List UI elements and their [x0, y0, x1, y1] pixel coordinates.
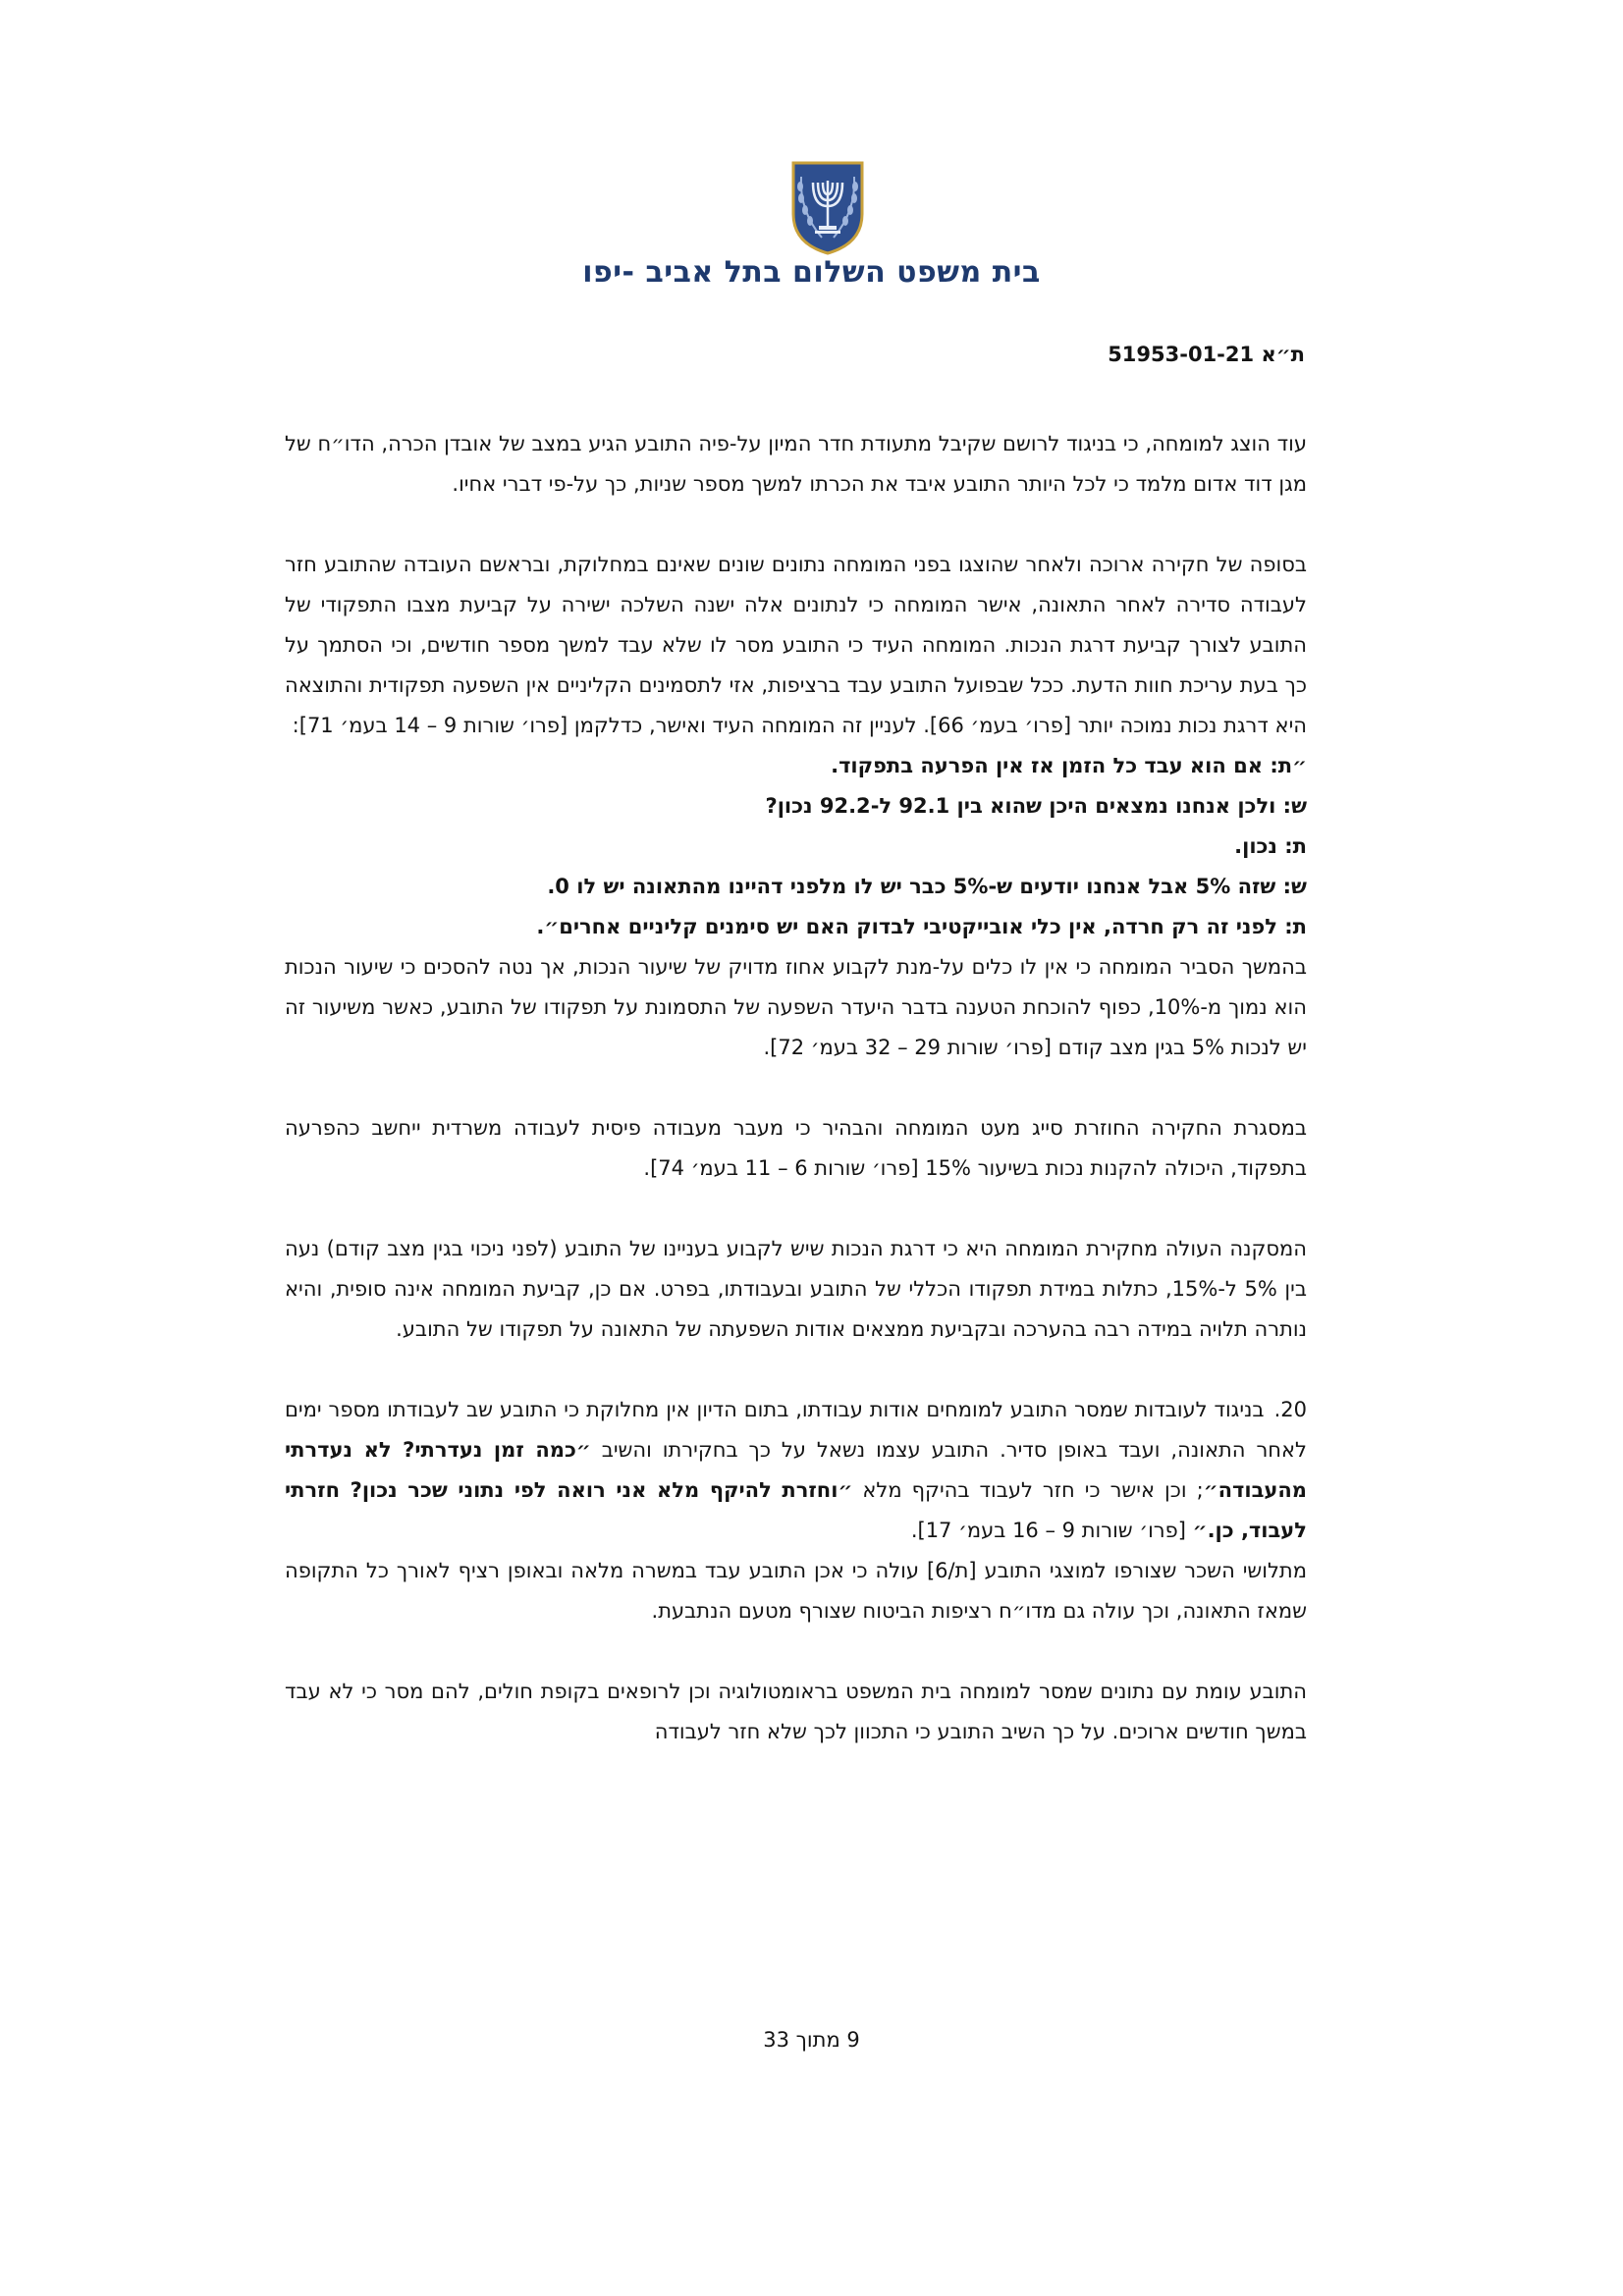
section-20-text-b: ; וכן אישר כי חזר לעבוד בהיקף מלא: [852, 1478, 1204, 1502]
section-20-text-a: בניגוד לעובדות שמסר התובע למומחים אודות עבודתו, בתום הדיון אין מחלוקת כי התובע שב לעבודתו מספר ימים לאחר התאונה, ועבד באופן סדיר. התובע עצמו נשאל על כך בחקירתו והשיב: [285, 1398, 1307, 1462]
section-20-payslips: מתלושי השכר שצורפו למוצגי התובע [ת/6] עולה כי אכן התובע עבד במשרה מלאה ובאופן רציף לאורך כל התקופה שמאז התאונה, וכך עולה גם מדו״ח רציפות הביטוח שצורף מטעם הנתבעת.: [285, 1559, 1307, 1623]
quote-line: ת: נכון.: [1234, 834, 1307, 858]
paragraph-after-quote: בהמשך הסביר המומחה כי אין לו כלים על-מנת לקבוע אחוז מדויק של שיעור הנכות, אך נטה להסכים כי שיעור הנכות הוא נמוך מ-10%, כפוף להוכחת הטענה בדבר היעדר השפעה של התסמונת על תפקודו של התובע, כאשר משיעור זה יש לנכות 5% בגין מצב קודם [פרו׳ שורות 29 – 32 בעמ׳ 72].: [285, 955, 1307, 1059]
quote-line: ״ת: אם הוא עבד כל הזמן אז אין הפרעה בתפקוד.: [831, 754, 1307, 777]
state-emblem-icon: [778, 157, 878, 257]
page-number: 9 מתוך 33: [763, 2028, 860, 2052]
paragraph-cross-examination: בסופה של חקירה ארוכה ולאחר שהוצגו בפני המומחה נתונים שונים שאינם במחלוקת, ובראשם העובדה שהתובע חזר לעבודה סדירה לאחר התאונה, אישר המומחה כי לנתונים אלה ישנה השלכה ישירה על קביעת מצבו התפקודי של התובע לצורך קביעת דרגת הנכות. המומחה העיד כי התובע מסר לו שלא עבד למשך מספר חודשים, וכי הסתמך על כך בעת עריכת חוות הדעת. ככל שבפועל התובע עבד ברציפות, אזי לתסמינים הקליניים אין השפעה תפקודית והתוצאה היא דרגת נכות נמוכה יותר [פרו׳ בעמ׳ 66]. לעניין זה המומחה העיד ואישר, כדלקמן [פרו׳ שורות 9 – 14 בעמ׳ 71]:: [285, 553, 1307, 737]
section-20-text-c: [פרו׳ שורות 9 – 16 בעמ׳ 17].: [910, 1519, 1193, 1542]
section-20: [285, 1390, 1307, 1551]
section-20-quote-b: ״וחזרת להיקף מלא אני רואה לפי נתוני שכר נכון? חזרתי לעבוד, כן.״: [285, 1478, 1307, 1542]
case-number: ת״א 51953-01-21: [1108, 343, 1305, 366]
court-name-heading: בית משפט השלום בתל אביב -יפו: [582, 255, 1041, 290]
quote-line: ש: ולכן אנחנו נמצאים היכן שהוא בין 92.1 ל-92.2 נכון?: [765, 794, 1307, 818]
quote-line: ש: שזה 5% אבל אנחנו יודעים ש-5% כבר יש לו מלפני דהיינו מהתאונה יש לו 0.: [547, 875, 1307, 898]
paragraph-conclusion: המסקנה העולה מחקירת המומחה היא כי דרגת הנכות שיש לקבוע בעניינו של התובע (לפני ניכוי בגין מצב קודם) נעה בין 5% ל-15%, כתלות במידת תפקודו הכללי של התובע ובעבודתו, בפרט. אם כן, קביעת המומחה אינה סופית, והיא נותרה תלויה במידה רבה בהערכה ובקביעת ממצאים אודות השפעתה של התאונה על תפקודו של התובע.: [285, 1237, 1307, 1341]
section-number: 20.: [1273, 1398, 1307, 1421]
section-20-quote-a: ״כמה זמן נעדרתי? לא נעדרתי מהעבודה״: [285, 1438, 1307, 1502]
quote-line: ת: לפני זה רק חרדה, אין כלי אובייקטיבי לבדוק האם יש סימנים קליניים אחרים״.: [536, 915, 1307, 938]
document-body: [285, 424, 1307, 1752]
paragraph-redirect: במסגרת החקירה החוזרת סייג מעט המומחה והבהיר כי מעבר מעבודה פיסית לעבודה משרדית ייחשב כהפרעה בתפקוד, היכולה להקנות נכות בשיעור 15% [פרו׳ שורות 6 – 11 בעמ׳ 74].: [285, 1116, 1307, 1180]
paragraph-medical-report: עוד הוצג למומחה, כי בניגוד לרושם שקיבל מתעודת חדר המיון על-פיה התובע הגיע במצב של אובדן הכרה, הדו״ח של מגן דוד אדום מלמד כי לכל היותר התובע איבד את הכרתו למשך מספר שניות, כך על-פי דברי אחיו.: [285, 432, 1307, 496]
paragraph-last: התובע עומת עם נתונים שמסר למומחה בית המשפט בראומטולוגיה וכן לרופאים בקופת חולים, להם מסר כי לא עבד במשך חודשים ארוכים. על כך השיב התובע כי התכוון לכך שלא חזר לעבודה: [285, 1680, 1307, 1743]
